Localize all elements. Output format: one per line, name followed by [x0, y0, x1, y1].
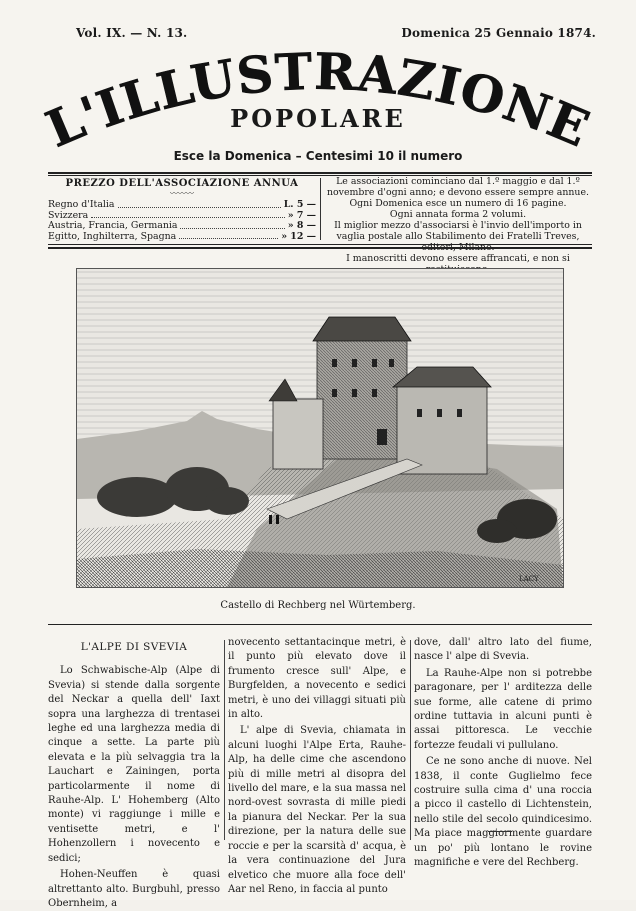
volume-number: Vol. IX. — N. 13.: [76, 26, 188, 40]
subscription-note: Ogni Domenica esce un numero di 16 pagine.: [349, 198, 567, 209]
subscription-note: Ogni annata forma 2 volumi.: [389, 209, 527, 220]
rate-list: [48, 200, 316, 242]
leader-dots: [118, 200, 281, 208]
rate-row: [48, 200, 316, 211]
subscription-note: Le associazioni cominciano dal 1.º maggio e dal 1.º novembre d'ogni anno; e devono essere sempre annue.: [326, 176, 589, 198]
rate-place: Regno d'Italia: [48, 199, 115, 210]
subscription-prices: [48, 176, 316, 242]
article-column-3: [414, 636, 592, 869]
rate-place: Svizzera: [48, 209, 89, 221]
end-rule: [488, 831, 512, 832]
leader-dots: [179, 232, 278, 240]
article-paragraph: L' alpe di Svevia, chiamata in alcuni luoghi l'Alpe Erta, Rauhe-Alp, ha delle cime che ascendono più di mille metri al disopra del livello del mare, e la sua massa nel nord-ovest sovrasta di mille piedi la pianura del Neckar. Per la sua direzione, per la natura delle sue roccie e per la scarsità d' acqua, è la vera continuazione del Jura elvetico che muore alla foce dell' Aar nel Reno, in faccia al punto: [228, 725, 406, 895]
subscription-note: Il miglior mezzo d'associarsi è l'invio dell'importo in vaglia postale allo Stabilimento dei Fratelli Treves, editori, Milano.: [334, 220, 582, 253]
masthead-subtitle: POPOLARE: [230, 104, 406, 133]
rate-row: [48, 232, 316, 243]
article-paragraph: dove, dall' altro lato del fiume, nasce l' alpe di Svevia.: [414, 637, 592, 663]
rate-price: L. 5 —: [283, 199, 316, 210]
rate-price: » 12 —: [281, 230, 316, 242]
subscription-title: PREZZO DELL'ASSOCIAZIONE ANNUA: [65, 178, 299, 189]
bottom-rule: [48, 247, 592, 249]
issue-date: Domenica 25 Gennaio 1874.: [401, 26, 596, 40]
article-column-2: [228, 636, 406, 895]
column-rule: [410, 640, 411, 840]
masthead-title: [38, 40, 598, 160]
leader-dots: [91, 211, 284, 219]
publication-tagline: Esce la Domenica – Centesimi 10 il numero: [173, 149, 463, 163]
article-paragraph: La Rauhe-Alpe non si potrebbe paragonare, per l' arditezza delle sue forme, alle catene di primo ordine tuttavia in alcuni punti è assai pittoresca. Le vecchie fortezze feudali vi pullulano.: [414, 667, 592, 751]
ornament: 〰〰〰: [170, 189, 194, 198]
svg-text:L'ILLUSTRAZIONE: [38, 42, 598, 159]
subscription-note: I manoscritti devono essere affrancati, e non si: [346, 253, 570, 264]
column-rule: [224, 640, 225, 840]
engraver-mark: LACY: [519, 575, 539, 583]
illustration-caption: Castello di Rechberg nel Würtemberg.: [220, 600, 416, 611]
article-paragraph: Ce ne sono anche di nuove. Nel 1838, il conte Guglielmo fece costruire sulla cima d' una roccia a picco il castello di Lichtenstein, nello stile del secolo quindicesimo. Ma piace maggiormente guardare un po' più lontano le rovine magnifiche e vere del Rechberg.: [414, 756, 592, 869]
rate-place: Austria, Francia, Germania: [48, 220, 178, 231]
leader-dots: [180, 221, 284, 229]
box-divider: [320, 178, 321, 240]
masthead-title-text: L'ILLUSTRAZIONE: [38, 41, 598, 159]
top-rule: [48, 172, 592, 174]
article-title: L'ALPE DI SVEVIA: [80, 641, 188, 653]
article-paragraph: Hohen-Neuffen è quasi altrettanto alto. Burgbuhl, presso Obernheim, a: [48, 869, 220, 909]
rate-row: [48, 221, 316, 232]
article-rule: [48, 624, 592, 625]
article-paragraph: novecento settantacinque metri, è il punto più elevato dove il frumento cresce sull' Alpe, e Burgfelden, a novecento e sedici metri, è uno dei villaggi situati più in alto.: [228, 637, 406, 721]
castle-engraving: [76, 268, 564, 588]
rate-price: » 7 —: [287, 209, 316, 221]
rate-place: Egitto, Inghilterra, Spagna: [48, 230, 177, 242]
bottom-rule-thin: [48, 244, 592, 245]
article-column-1: [48, 636, 220, 909]
subscription-notes: [324, 176, 592, 275]
rate-price: » 8 —: [287, 220, 316, 231]
article-paragraph: Lo Schwabische-Alp (Alpe di Svevia) si stende dalla sorgente del Neckar a quella dell' Iaxt sopra una larghezza di trentasei leghe ed una larghezza media di cinque a sette. La parte più elevata e la più selvaggia tra la Lauchart e Zainingen, porta particolarmente il nome di Rauhe-Alp. L' Hohemberg (Alto monte) vi raggiunge i mille e ventisette metri, e l' Hohenzollern i novecento e sedici;: [48, 665, 220, 864]
